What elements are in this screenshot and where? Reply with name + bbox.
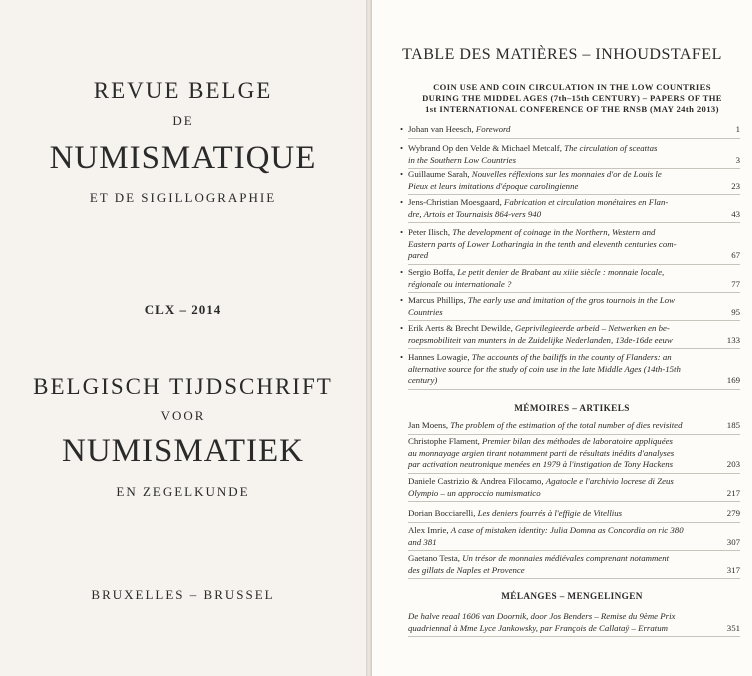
entry-line — [408, 323, 726, 335]
entry-author: Hannes Lowagie, — [408, 352, 472, 362]
page-number: 307 — [726, 536, 740, 547]
entry-line — [408, 476, 726, 488]
entry-divider — [408, 292, 740, 293]
entry-author: Sergio Boffa, — [408, 267, 458, 277]
toc-entry — [408, 508, 740, 520]
entry-line — [408, 143, 726, 155]
entry-title: The early use and imitation of the gros tournois in the Low — [467, 295, 676, 305]
page-number: 217 — [726, 487, 740, 498]
entry-title-cont: dre, Artois et Tournaisis 864-vers 940 — [408, 208, 542, 219]
page-number: 43 — [731, 208, 740, 219]
entry-title: Foreword — [475, 124, 511, 134]
entry-title: The problem of the estimation of the total number of dies revisited — [450, 420, 683, 430]
toc-entry — [408, 525, 740, 548]
entry-title: The circulation of sceattas — [564, 143, 658, 153]
cover-volume: CLX – 2014 — [144, 302, 222, 317]
toc-entry — [400, 227, 740, 262]
bullet-icon: • — [400, 227, 404, 237]
bullet-icon: • — [400, 124, 404, 134]
entry-title: Premier bilan des méthodes de laboratoire appliquées — [482, 436, 673, 446]
toc-page — [372, 0, 752, 676]
cover-sigillographie: ET DE SIGILLOGRAPHIE — [89, 190, 277, 205]
section-heading-memoires: MÉMOIRES – ARTIKELS — [514, 403, 630, 413]
entry-divider — [408, 320, 740, 321]
entry-author: Guillaume Sarah, — [408, 169, 472, 179]
cover-belgisch-tijdschrift: BELGISCH TIJDSCHRIFT — [33, 374, 333, 399]
entry-title: A case of mistaken identity: Julia Domna as Concordia on ric 380 — [450, 525, 684, 535]
entry-title: Le petit denier de Brabant au xiiie siècle : monnaie locale, — [457, 267, 665, 277]
entry-title-cont: au monnayage argien tirant notamment parti de résultats inédits d'analyses — [408, 447, 675, 458]
entry-title-cont: Countries — [408, 306, 443, 317]
entry-line — [408, 197, 726, 209]
section-heading-papers — [402, 82, 742, 115]
entry-author: Wybrand Op den Velde & Michael Metcalf, — [408, 143, 565, 153]
page-number: 3 — [735, 154, 740, 165]
page-number: 1 — [735, 124, 740, 134]
entry-line — [408, 611, 726, 623]
toc-entry — [408, 436, 740, 471]
entry-title: Agatocle e l'archivio locrese di Zeus — [545, 476, 674, 486]
entry-line — [408, 227, 726, 239]
toc-entry — [408, 476, 740, 499]
entry-title: De halve reaal 1606 van Doornik, door Jos Benders – Remise du 9ème Prix — [408, 611, 676, 621]
entry-divider — [408, 434, 740, 435]
entry-divider — [408, 194, 740, 195]
entry-title: Un trésor de monnaies médiévales comprenant notamment — [462, 553, 670, 563]
entry-line — [408, 169, 726, 181]
toc-entry — [400, 124, 740, 136]
entry-title-cont: par activation neutronique menées en 1979 à l'instigation de Tony Hackens — [408, 459, 674, 469]
cover-numismatique: NUMISMATIQUE — [49, 140, 317, 176]
toc-entry — [400, 197, 740, 220]
bullet-icon: • — [400, 143, 404, 153]
toc-title: TABLE DES MATIÈRES – INHOUDSTAFEL — [402, 46, 722, 63]
toc-entry — [400, 169, 740, 192]
bullet-icon: • — [400, 169, 404, 179]
entry-title: Fabrication et circulation monétaires en Flan- — [504, 197, 669, 207]
entry-title: The development of coinage in the Northern, Western and — [452, 227, 656, 237]
toc-entry — [400, 323, 740, 346]
toc-entry — [408, 611, 740, 634]
entry-divider — [408, 578, 740, 579]
entry-title-cont: and 381 — [408, 536, 437, 547]
section-line: 1st INTERNATIONAL CONFERENCE OF THE RNSB (MAY 24th 2013) — [425, 104, 719, 114]
entry-title: Geprivilegieerde arbeid – Netwerken en be- — [515, 323, 670, 333]
entry-divider — [408, 636, 740, 637]
entry-title-cont: Olympio – un approccio numismatico — [408, 487, 541, 498]
entry-divider — [408, 348, 740, 349]
page-number: 169 — [726, 375, 740, 385]
cover-city: BRUXELLES – BRUSSEL — [91, 587, 275, 602]
entry-title-cont: régionale ou internationale ? — [408, 278, 512, 289]
page-number: 317 — [726, 564, 740, 575]
entry-title-cont: quadriennal à Mme Lyce Jankowsky, par François de Callataÿ – Erratum — [408, 622, 668, 633]
entry-title: Les deniers fourrés à l'effigie de Vitellius — [477, 508, 623, 518]
entry-divider — [408, 522, 740, 523]
bullet-icon: • — [400, 295, 404, 305]
cover-voor: VOOR — [160, 408, 206, 423]
page-number: 95 — [731, 306, 740, 317]
section-heading-melanges: MÉLANGES – MENGELINGEN — [501, 591, 643, 601]
cover-zegelkunde: EN ZEGELKUNDE — [116, 484, 250, 499]
cover-numismatiek: NUMISMATIEK — [62, 433, 304, 469]
page-number: 185 — [726, 420, 740, 430]
entry-line — [408, 420, 726, 432]
entry-title-cont: roepsmobiliteit van munters in de Zuidelijke Nederlanden, 13de-16de eeuw — [408, 334, 673, 345]
entry-author: Johan van Heesch, — [408, 124, 476, 134]
bullet-icon: • — [400, 197, 404, 207]
entry-line — [408, 525, 726, 537]
entry-divider — [408, 138, 740, 139]
entry-line — [408, 436, 726, 448]
page-number: 77 — [731, 278, 740, 289]
cover-revue-belge: REVUE BELGE — [93, 78, 273, 103]
page-number: 203 — [726, 459, 740, 469]
page-number: 23 — [731, 180, 740, 191]
entry-line — [408, 508, 726, 520]
entry-divider — [408, 264, 740, 265]
entry-author: Gaetano Testa, — [408, 553, 463, 563]
entry-divider — [408, 550, 740, 551]
toc-entry — [400, 143, 740, 166]
entry-line — [408, 124, 726, 136]
entry-author: Erik Aerts & Brecht Dewilde, — [408, 323, 516, 333]
entry-author: Dorian Bocciarelli, — [408, 508, 478, 518]
entry-line — [408, 553, 726, 565]
entry-author: Alex Imrie, — [408, 525, 451, 535]
bullet-icon: • — [400, 352, 404, 362]
entry-divider — [408, 389, 740, 390]
toc-entry — [400, 352, 740, 387]
toc-entry — [400, 295, 740, 318]
entry-title: Nouvelles réflexions sur les monnaies d'or de Louis le — [471, 169, 662, 179]
entry-line — [408, 352, 726, 364]
entry-divider — [408, 222, 740, 223]
entry-title-cont: des gillats de Naples et Provence — [408, 564, 525, 575]
page-number: 351 — [726, 622, 740, 633]
cover-de: DE — [172, 113, 194, 128]
toc-entry — [408, 553, 740, 576]
toc-entry — [400, 267, 740, 290]
cover-page — [0, 0, 366, 676]
entry-author: Christophe Flament, — [408, 436, 483, 446]
toc-entry — [408, 420, 740, 432]
page-number: 279 — [726, 508, 740, 518]
entry-author: Jan Moens, — [408, 420, 451, 430]
entry-line — [408, 267, 726, 279]
entry-title-cont: Pieux et leurs imitations d'époque carolingienne — [408, 180, 579, 191]
entry-title-cont: pared — [408, 250, 429, 260]
entry-line — [408, 295, 726, 307]
page-number: 67 — [731, 250, 740, 260]
entry-title-cont: in the Southern Low Countries — [408, 154, 517, 165]
entry-divider — [408, 473, 740, 474]
entry-title-cont: Eastern parts of Lower Lotharingia in the tenth and eleventh centuries com- — [408, 238, 677, 249]
page-number: 133 — [726, 334, 740, 345]
entry-author: Peter Ilisch, — [408, 227, 453, 237]
section-line: COIN USE AND COIN CIRCULATION IN THE LOW COUNTRIES — [433, 82, 711, 92]
bullet-icon: • — [400, 267, 404, 277]
entry-divider — [408, 501, 740, 502]
entry-author: Daniele Castrizio & Andrea Filocamo, — [408, 476, 546, 486]
entry-author: Marcus Phillips, — [408, 295, 468, 305]
section-line: DURING THE MIDDEL AGES (7th–15th CENTURY) – PAPERS OF THE — [422, 93, 722, 103]
entry-title-cont: alternative source for the study of coin use in the late Middle Ages (14th-15th — [408, 363, 681, 374]
entry-author: Jens-Christian Moesgaard, — [408, 197, 505, 207]
entry-title-cont: century) — [408, 375, 438, 385]
entry-title: The accounts of the bailiffs in the county of Flanders: an — [471, 352, 672, 362]
bullet-icon: • — [400, 323, 404, 333]
